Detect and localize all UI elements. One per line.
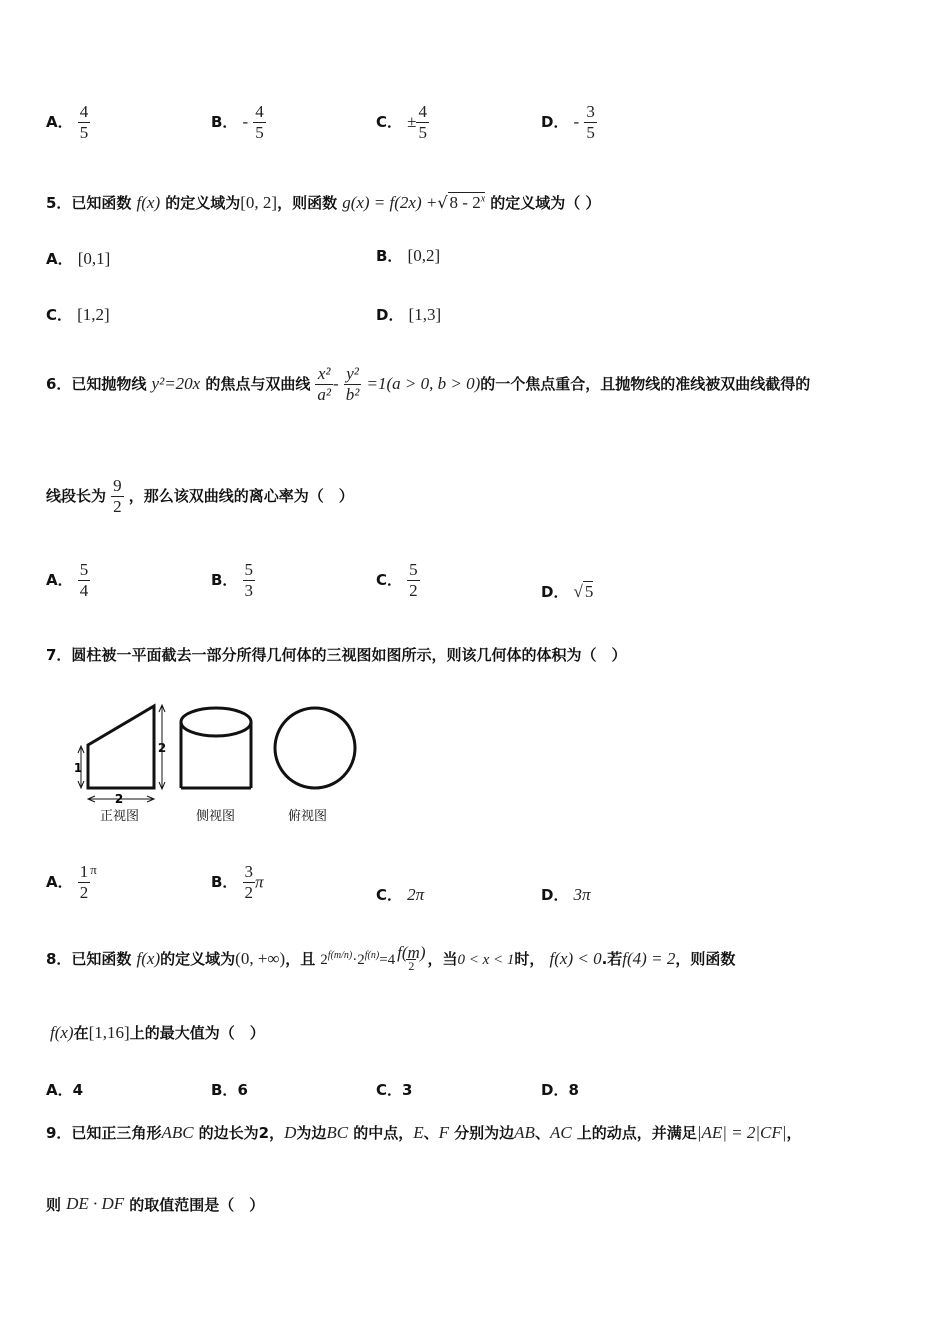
q4-option-c[interactable] (376, 102, 429, 143)
math-hyperbola-tail: =1(a > 0, b > 0) (366, 374, 481, 393)
fraction: $\frac{5}{4}$ (79, 560, 89, 600)
q5-option-d[interactable]: D． [1,3] (376, 305, 442, 324)
q9-stem-line1: 9．已知正三角形ABC 的边长为2，D为边BC 的中点，E、F 分别为边AB、AC 上的动点，并满足|AE| = 2|CF|， (46, 1123, 802, 1142)
dim-label-height: 2 (157, 741, 167, 755)
q6-option-a[interactable]: A． $\frac{5}{4}$ (46, 560, 89, 600)
fraction-length: $\frac{9}{2}$ (113, 476, 122, 516)
q5-stem: 5．已知函数 f(x) 的定义域为[0, 2]，则函数 g(x) = f(2x) +√ 8 - 2$^x$ 的定义域为（ ） (46, 193, 601, 212)
option-value: 3 (402, 1081, 413, 1099)
option-value: 8 (568, 1081, 579, 1099)
sign: - (242, 112, 249, 131)
math-dot-product: DE · DF (66, 1194, 125, 1213)
option-label: A． (46, 113, 73, 131)
fraction: $\frac{1}{2}$ (79, 862, 89, 902)
q7-option-c[interactable]: C． 2π (376, 885, 425, 904)
option-label: D． (541, 113, 569, 131)
q4-option-a[interactable] (46, 102, 90, 143)
top-view-circle (275, 708, 355, 788)
q7-stem: 7．圆柱被一平面截去一部分所得几何体的三视图如图所示，则该几何体的体积为（ ） (46, 646, 627, 664)
fraction: $\frac{4}{5}$ (79, 102, 89, 142)
q4-option-d[interactable] (541, 102, 597, 143)
fraction: $\frac{3}{5}$ (586, 102, 595, 142)
q7-option-d[interactable]: D． 3π (541, 885, 591, 904)
option-value: 3π (573, 885, 591, 904)
sign: - (573, 112, 580, 131)
q8-option-a[interactable]: A．4 (46, 1081, 84, 1099)
q5-option-b[interactable]: B． [0,2] (376, 246, 441, 265)
side-view-label: 侧视图 (196, 809, 236, 824)
q9-stem-line2: 则 DE · DF 的取值范围是（ ） (46, 1194, 265, 1214)
math-g-expr: g(x) = f(2x) + (342, 193, 438, 212)
math-parabola: y²=20x (151, 374, 201, 393)
q7-option-b[interactable]: B． $\frac{3}{2}$ π (211, 862, 264, 902)
math-equation: $2^{f(m/n)}\cdot 2^{f(n)}=4$ $\frac{f(m)}{2}$ (320, 943, 426, 973)
q6-stem-line1: 6．已知抛物线 y²=20x 的焦点与双曲线 $\frac{\text{x²}}{\text{a²}}$ - $\frac{\text{y²}}{\text{b²}}$ =1(a > 0, b > 0)的一个焦点重合，且抛物线的准线被双曲线截得的 (46, 364, 811, 404)
side-view-top-ellipse (181, 708, 251, 736)
q4-option-b[interactable] (211, 102, 266, 143)
q6-option-b[interactable]: B． $\frac{5}{3}$ (211, 560, 254, 600)
three-view-figure (70, 698, 370, 832)
q8-stem-line1: 8．已知函数 f(x)的定义域为(0, +∞)，且 $2^{f(m/n)}\cdot 2^{f(n)}=4$ $\frac{f(m)}{2}$ ，当0 < x < 1时， f(x) < 0.若f(4) = 2，则函数 (46, 943, 736, 973)
math-fx: f(x) (136, 193, 161, 212)
option-value: [0,2] (407, 246, 441, 265)
fraction: $\frac{3}{2}$ (244, 862, 254, 902)
top-view-label: 俯视图 (288, 809, 328, 824)
fraction: $\frac{4}{5}$ (418, 102, 427, 142)
fraction-x-a: $\frac{\text{x²}}{\text{a²}}$ (317, 364, 332, 404)
q6-stem-line2: 线段长为 $\frac{9}{2}$ ，那么该双曲线的离心率为（ ） (46, 476, 354, 516)
math-sqrt: 8 - 2$^x$ (449, 193, 486, 212)
front-view-shape (88, 706, 154, 788)
option-value: [1,2] (77, 305, 110, 324)
option-value: 4 (72, 1081, 84, 1099)
q7-option-a[interactable]: A． $\frac{1}{2}$ $^\pi$ (46, 862, 97, 902)
q8-option-c[interactable]: C．3 (376, 1081, 413, 1099)
sign: ± (407, 112, 417, 131)
option-value: [0,1] (77, 249, 111, 268)
dim-label-1: 1 (73, 761, 83, 775)
q6-option-d[interactable]: D． √ 5 (541, 582, 594, 601)
option-value: 6 (237, 1081, 248, 1099)
q8-option-d[interactable]: D．8 (541, 1081, 579, 1099)
fraction: $\frac{5}{3}$ (244, 560, 254, 600)
option-value: 2π (407, 885, 425, 904)
q5-option-a[interactable]: A． [0,1] (46, 249, 111, 268)
option-value: [1,3] (408, 305, 442, 324)
option-value: 5 (584, 582, 594, 601)
fraction: $\frac{5}{2}$ (409, 560, 418, 600)
fraction: $\frac{4}{5}$ (255, 102, 264, 142)
q8-stem-line2: f(x)在[1,16]上的最大值为（ ） (50, 1023, 265, 1042)
front-view-label: 正视图 (100, 809, 140, 824)
q8-option-b[interactable]: B．6 (211, 1081, 248, 1099)
q5-option-c[interactable]: C． [1,2] (46, 305, 110, 324)
sqrt-symbol: √ (573, 582, 583, 601)
option-label: C． (376, 113, 403, 131)
option-label: B． (211, 113, 238, 131)
fraction-y-b: $\frac{\text{y²}}{\text{b²}}$ (345, 364, 360, 404)
math-domain: [0, 2] (240, 193, 278, 212)
dim-label-width: 2 (114, 792, 124, 806)
q6-option-c[interactable]: C． $\frac{5}{2}$ (376, 560, 418, 600)
